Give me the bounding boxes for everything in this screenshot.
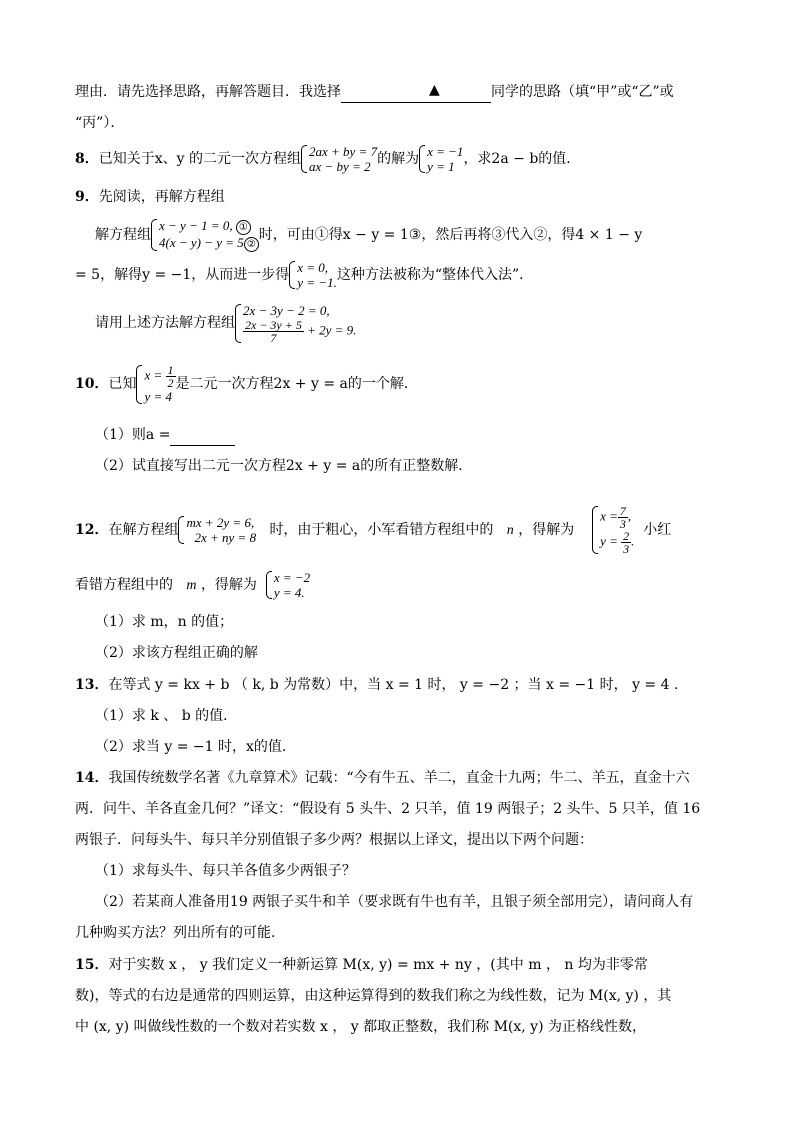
q10-line bbox=[75, 361, 418, 407]
q12-s1-lhs: x = bbox=[600, 508, 618, 524]
q12-text-b: 时，由于粗心，小军看错方程组中的 bbox=[269, 522, 494, 538]
q8-line bbox=[75, 144, 580, 174]
q10-x-num: 1 bbox=[167, 362, 174, 377]
q9-line1 bbox=[95, 218, 642, 252]
q8-sol1: x = −1 bbox=[427, 144, 464, 159]
q12-s3: x = −2 bbox=[273, 570, 311, 585]
q14-part2-line1: （2）若某商人准备用19 两银子买牛和羊（要求既有牛也有羊，且银子须全部用完），请问商人有 bbox=[95, 894, 694, 910]
q9-p-den: 7 bbox=[270, 330, 277, 345]
q10-solution bbox=[136, 364, 175, 405]
q9-p-tail: + 2y = 9. bbox=[307, 321, 357, 337]
q9-p-num: 2x − 3y + 5 bbox=[245, 317, 302, 332]
q8-text-a: 已知关于x、y 的二元一次方程组 bbox=[98, 151, 302, 167]
q15-line1 bbox=[75, 955, 648, 975]
q10-x-den: 2 bbox=[167, 375, 174, 390]
q12-s1-frac bbox=[618, 505, 628, 530]
q12-l2-a: 看错方程组中的 bbox=[75, 577, 173, 593]
q14-part2-line2: 几种购买方法？列出所有的可能． bbox=[75, 925, 285, 941]
q15-line3: 中 (x, y) 叫做线性数的一个数对若实数 x ， y 都取正整数，我们称 M(x, y) 为正格线性数， bbox=[75, 1019, 646, 1035]
q8-text-c: ，求2a − b的值． bbox=[463, 151, 581, 167]
q7-line2: “丙”）． bbox=[75, 115, 125, 131]
q14-number: 14． bbox=[75, 770, 109, 786]
q10-number: 10． bbox=[75, 376, 109, 392]
q10-x-lhs: x = bbox=[144, 366, 163, 382]
q10-y-line: y = 4 bbox=[144, 388, 173, 404]
q9-p-eq1: 2x − 3y − 2 = 0, bbox=[243, 302, 330, 318]
q10-part2: （2）试直接写出二元一次方程2x + y = a的所有正整数解． bbox=[95, 458, 473, 474]
q7-line1 bbox=[75, 82, 674, 103]
q12-s2-lhs: y = bbox=[600, 533, 618, 549]
q8-sol2: y = 1 bbox=[427, 159, 455, 174]
q15-number: 15． bbox=[75, 957, 109, 973]
q12-system bbox=[178, 515, 256, 545]
q12-text-d: 小红 bbox=[643, 522, 672, 538]
q12-number: 12． bbox=[75, 522, 109, 538]
q12-line2 bbox=[75, 568, 310, 603]
q12-s2-num: 2 bbox=[623, 529, 630, 543]
q9-intro bbox=[75, 187, 225, 207]
q13-text: 在等式 y = kx + b （ k, b 为常数）中，当 x = 1 时， y = −2 ；当 x = −1 时， y = 4 . bbox=[108, 677, 679, 693]
q13-number: 13． bbox=[75, 677, 109, 693]
q14-line1 bbox=[75, 768, 690, 788]
q10-x-frac bbox=[166, 364, 176, 389]
q12-eq1: mx + 2y = 6, bbox=[186, 515, 255, 530]
q9-line3 bbox=[95, 300, 356, 346]
q8-solution bbox=[419, 144, 463, 174]
q8-eq1: 2ax + by = 7 bbox=[309, 144, 378, 159]
q12-s1-tail: , bbox=[627, 508, 632, 524]
q12-var-m: m bbox=[186, 578, 197, 593]
q12-xiaohong-solution bbox=[266, 570, 310, 600]
q7-text-a: 理由．请先选择思路，再解答题目．我选择 bbox=[75, 84, 341, 100]
q14-line2: 两．问牛、羊各直金几何？”译文：“假设有 5 头牛、2 只羊，值 19 两银子；2 头牛、5 只羊，值 16 bbox=[75, 801, 701, 817]
q9-system bbox=[151, 218, 259, 252]
q9-problem-system bbox=[235, 303, 356, 344]
q14-l1: 我国传统数学名著《九章算术》记载：“今有牛五、羊二，直金十九两；牛二、羊五，直金十六 bbox=[108, 770, 690, 786]
q12-part1: （1）求 m，n 的值； bbox=[95, 614, 234, 630]
q14-part1: （1）求每头牛、每只羊各值多少两银子？ bbox=[95, 863, 356, 879]
q9-l1-a: 解方程组 bbox=[95, 227, 151, 243]
q10-p1-text: （1）则a = bbox=[95, 427, 171, 443]
q9-sol1: x = 0, bbox=[297, 260, 329, 275]
q8-eq2: ax − by = 2 bbox=[309, 159, 371, 174]
q7-text-b: 同学的思路（填“甲”或“乙”或 bbox=[491, 84, 674, 100]
q12-var-n: n bbox=[506, 523, 514, 538]
q9-l2-a: = 5，解得y = −1，从而进一步得 bbox=[75, 267, 290, 283]
q9-p-fraction bbox=[243, 319, 304, 344]
q12-line1 bbox=[75, 500, 671, 561]
q13-part2: （2）求当 y = −1 时，x的值． bbox=[95, 739, 296, 755]
q15-line2: 数)，等式的右边是通常的四则运算，由这种运算得到的数我们称之为线性数，记为 M(x, y) ，其 bbox=[75, 988, 672, 1004]
q12-s1-num: 7 bbox=[619, 504, 626, 518]
q8-text-b: 的解为 bbox=[377, 151, 420, 167]
q7-answer-blank[interactable] bbox=[341, 82, 491, 103]
q9-eq2: 4(x − y) − y = 5 bbox=[159, 235, 244, 250]
q10-part1 bbox=[95, 425, 235, 446]
q12-l2-b: ，得解为 bbox=[200, 577, 257, 593]
q12-s1-den: 3 bbox=[619, 517, 626, 531]
q10-text-b: 是二元一次方程2x + y = a的一个解． bbox=[175, 376, 418, 392]
q9-mark1: ① bbox=[236, 220, 251, 235]
q9-sol2: y = −1. bbox=[297, 275, 337, 290]
q14-line3: 两银子．问每头牛、每只羊分别值银子多少两？根据以上译文，提出以下两个问题： bbox=[75, 832, 593, 848]
q12-text-a: 在解方程组 bbox=[108, 522, 179, 538]
q8-number: 8． bbox=[75, 151, 99, 167]
q8-system bbox=[301, 144, 377, 174]
q12-part2: （2）求该方程组正确的解 bbox=[95, 645, 258, 661]
q10-text-a: 已知 bbox=[108, 376, 137, 392]
q15-l1: 对于实数 x ， y 我们定义一种新运算 M(x, y) = mx + ny ，(其中 m ， n 均为非零常 bbox=[108, 957, 648, 973]
q13-line bbox=[75, 675, 678, 695]
q9-l2-b: 这种方法被称为“整体代入法”. bbox=[336, 267, 524, 283]
q9-eq1: x − y − 1 = 0, bbox=[159, 218, 233, 233]
q12-s2-frac bbox=[621, 530, 631, 555]
q12-text-c: ，得解为 bbox=[518, 522, 575, 538]
q9-line2 bbox=[75, 260, 524, 290]
q12-s2-den: 3 bbox=[623, 542, 630, 556]
q12-s2-tail: . bbox=[631, 533, 635, 549]
q9-intro-text: 先阅读，再解方程组 bbox=[98, 189, 225, 205]
q9-mark2: ② bbox=[244, 237, 259, 252]
q9-number: 9． bbox=[75, 189, 99, 205]
q12-xiaojun-solution bbox=[592, 505, 634, 555]
q9-l1-b: 时，可由①得x − y = 1③，然后再将③代入②，得4 × 1 − y bbox=[258, 227, 643, 243]
q9-example-solution bbox=[289, 260, 337, 290]
q10-answer-blank[interactable] bbox=[170, 425, 235, 446]
q12-eq2: 2x + ny = 8 bbox=[194, 530, 257, 545]
q12-s4: y = 4. bbox=[273, 585, 305, 600]
q7-triangle-mark: ▲ bbox=[429, 82, 440, 98]
q9-l3-a: 请用上述方法解方程组 bbox=[95, 315, 235, 331]
q13-part1: （1）求 k 、 b 的值． bbox=[95, 708, 238, 724]
